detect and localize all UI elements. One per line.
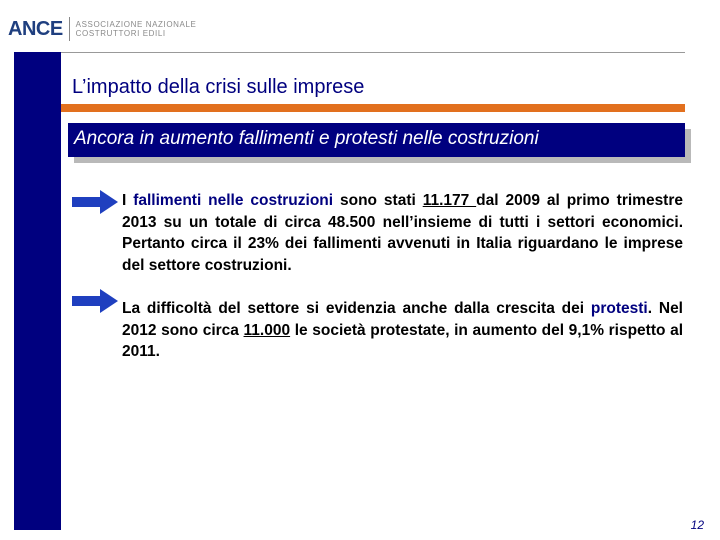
logo-mark: ANCE xyxy=(8,18,63,40)
page-number: 12 xyxy=(690,518,704,532)
logo-separator xyxy=(69,17,70,41)
bullet-underlined-value: 11.000 xyxy=(243,321,291,339)
logo-subtitle-line2: COSTRUTTORI EDILI xyxy=(75,29,166,38)
bullet-highlight: protesti xyxy=(590,300,648,317)
bullet-highlight: fallimenti nelle costruzioni xyxy=(133,192,334,209)
bullet-fallimenti xyxy=(122,190,683,276)
left-accent-bar xyxy=(14,52,61,530)
bullet-text: I xyxy=(122,192,134,209)
ance-logo xyxy=(8,14,196,44)
slide-subtitle: Ancora in aumento fallimenti e protesti nelle costruzioni xyxy=(74,128,539,149)
bullet-text: dal 2009 al primo trimestre 2013 su un totale di circa 48.500 nell’insieme di tutti i settori economici. Pertanto circa il 23% dei fallimenti avvenuti in Italia riguardano le imprese del settore costruzioni. xyxy=(122,192,683,274)
bullet-text: La difficoltà del settore si evidenzia anche dalla crescita dei xyxy=(122,300,591,317)
bullet-text: sono stati xyxy=(333,192,423,209)
bullet-text: . Nel 2012 sono circa xyxy=(122,300,683,339)
logo-subtitle xyxy=(76,20,197,38)
slide-title: L’impatto della crisi sulle imprese xyxy=(72,76,365,98)
logo-subtitle-line1: ASSOCIAZIONE NAZIONALE xyxy=(75,20,197,29)
arrow-right-icon xyxy=(72,289,118,313)
title-underline-bar xyxy=(61,104,685,112)
bullet-protesti xyxy=(122,298,683,363)
arrow-right-icon xyxy=(72,190,118,214)
bullet-text: le società protestate, in aumento del 9,1% rispetto al 2011. xyxy=(122,321,683,360)
bullet-underlined-value: 11.177 xyxy=(422,192,477,209)
